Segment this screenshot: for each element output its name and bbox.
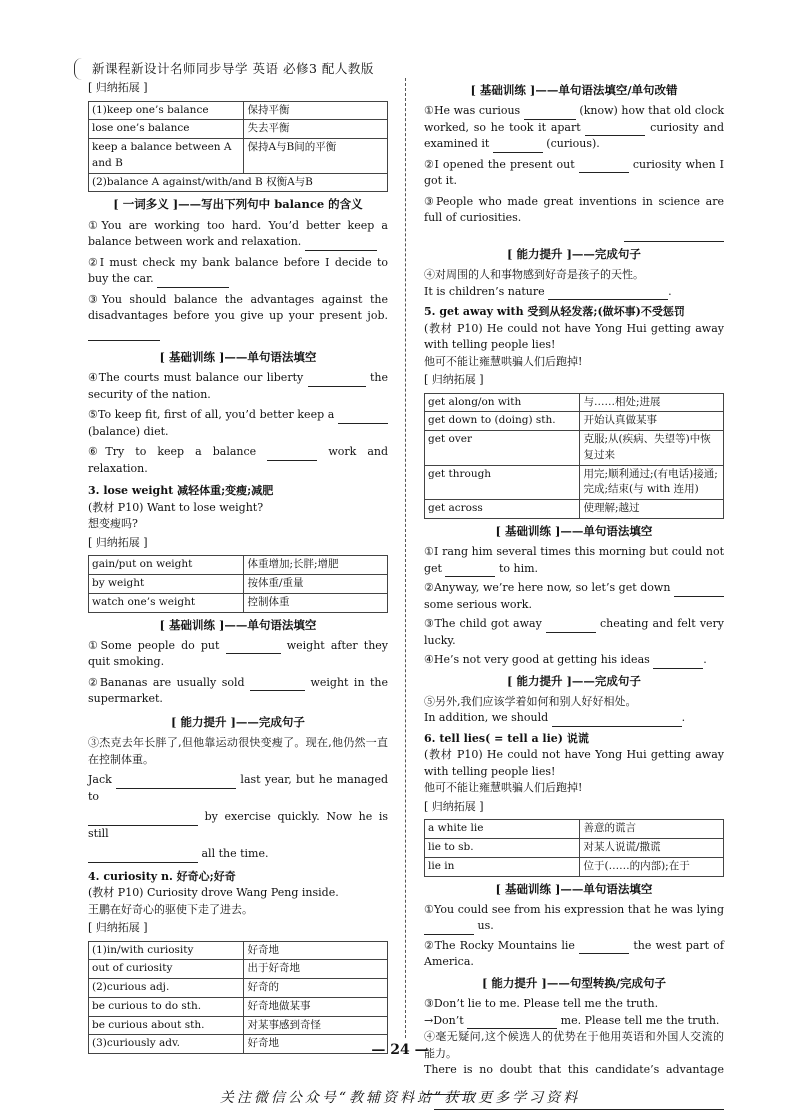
neng6-item-3-rewrite: →Don’t me. Please tell me the truth. xyxy=(424,1013,724,1030)
table-cell: 对某事感到奇怪 xyxy=(244,1016,388,1035)
expand-table-curiosity xyxy=(88,941,388,1055)
section-yici: [ 一词多义 ]——写出下列句中 balance 的含义 xyxy=(113,197,363,212)
jichu5-item-2: ②Anyway, we’re here now, so let’s get down some serious work. xyxy=(424,580,724,613)
table-cell: be curious to do sth. xyxy=(89,997,244,1016)
table-cell: 好奇地做某事 xyxy=(244,997,388,1016)
table-row xyxy=(89,556,388,575)
entry3-example: (教材 P10) Want to lose weight? xyxy=(88,500,264,514)
jichu4-item-3: ③People who made great inventions in science are full of curiosities. xyxy=(424,194,724,225)
jichu4-item-2: ②I opened the present out curiosity when I got it. xyxy=(424,157,724,188)
table-cell: (2)curious adj. xyxy=(89,979,244,998)
table-cell: a white lie xyxy=(425,820,580,839)
table-cell: by weight xyxy=(89,575,244,594)
table-cell: 位于(……的内部);在于 xyxy=(580,857,724,876)
table-cell: lose one’s balance xyxy=(89,120,244,139)
neng3-translation: ③杰克去年长胖了,但他靠运动很快变瘦了。现在,他仍然一直在控制体重。 xyxy=(88,736,388,766)
table-cell: (1)keep one’s balance xyxy=(89,101,244,120)
page-header: 新课程新设计名师同步导学 英语 必修3 配人教版 xyxy=(92,61,374,76)
neng4-sentence: It is children’s nature . xyxy=(424,284,724,301)
neng4-translation: ④对周围的人和事物感到好奇是孩子的天性。 xyxy=(424,268,644,281)
table-cell: get across xyxy=(425,500,580,519)
table-row xyxy=(89,979,388,998)
entry-tell-lies: 6. tell lies( = tell a lie) 说谎 xyxy=(424,731,589,745)
jichu3-item-2: ②Bananas are usually sold weight in the supermarket. xyxy=(88,675,389,706)
table-cell: watch one’s weight xyxy=(89,593,244,612)
table-cell: gain/put on weight xyxy=(89,556,244,575)
entry-get-away-with: 5. get away with 受到从轻发落;(做坏事)不受惩罚 xyxy=(424,305,685,318)
section-neng6: [ 能力提升 ]——句型转换/完成句子 xyxy=(481,975,667,990)
table-row xyxy=(89,593,388,612)
jichu4-item-1: ①He was curious (know) how that old clock worked, so he took it apart curiosity and examined it (curious). xyxy=(424,103,724,153)
table-row xyxy=(425,431,724,466)
entry6-translation: 他可不能让雍慧哄骗人们后跑掉! xyxy=(424,781,583,795)
neng3-sentence: Jack last year, but he managed to xyxy=(88,773,388,803)
table-cell: lie to sb. xyxy=(425,839,580,858)
jichu5-item-4: ④He’s not very good at getting his ideas . xyxy=(424,652,724,669)
table-cell: get along/on with xyxy=(425,393,580,412)
expand-table-get xyxy=(424,393,724,519)
table-cell: (2)balance A against/with/and B 权衡A与B xyxy=(89,173,388,192)
table-row xyxy=(89,101,388,120)
table-cell: 出于好奇地 xyxy=(244,960,388,979)
expand-table-lie xyxy=(424,819,724,876)
table-cell: 善意的谎言 xyxy=(580,820,724,839)
neng5-sentence: In addition, we should . xyxy=(424,710,724,727)
table-cell: get over xyxy=(425,431,580,466)
neng3-sentence-3: all the time. xyxy=(88,846,388,863)
table-row xyxy=(425,500,724,519)
table-cell: lie in xyxy=(425,857,580,876)
table-cell: 与……相处;进展 xyxy=(580,393,724,412)
table-row xyxy=(425,820,724,839)
table-cell: out of curiosity xyxy=(89,960,244,979)
table-cell: 好奇的 xyxy=(244,979,388,998)
entry-curiosity: 4. curiosity n. 好奇心;好奇 xyxy=(88,869,236,883)
entry5-example: (教材 P10) He could not have Yong Hui getting away with telling people lies! xyxy=(424,321,724,351)
table-row xyxy=(425,393,724,412)
promo-text: 关注微信公众号“教辅资料站”获取更多学习资料 xyxy=(219,1090,581,1106)
jichu1-item-6: ⑥Try to keep a balance work and relaxation. xyxy=(88,445,389,475)
section-jichu4: [ 基础训练 ]——单句语法填空/单句改错 xyxy=(470,83,678,97)
neng6-item-4-translation: ④毫无疑问,这个候选人的优势在于他用英语和外国人交流的能力。 xyxy=(424,1030,724,1060)
table-cell: 使理解;越过 xyxy=(580,500,724,519)
table-row xyxy=(425,857,724,876)
entry3-translation: 想变瘦吗? xyxy=(88,517,138,531)
table-row xyxy=(89,941,388,960)
section-jichu5: [ 基础训练 ]——单句语法填空 xyxy=(495,523,653,538)
jichu5-item-1: ①I rang him several times this morning but could not get to him. xyxy=(424,544,724,577)
yici-item-1: ①You are working too hard. You’d better keep a balance between work and relaxation. xyxy=(88,218,388,251)
table-cell: (1)in/with curiosity xyxy=(89,941,244,960)
table-cell: 克服;从(疾病、失望等)中恢复过来 xyxy=(580,431,724,466)
expand-table-balance xyxy=(88,101,388,193)
entry5-translation: 他可不能让雍慧哄骗人们后跑掉! xyxy=(424,354,583,368)
expand-tag: [ 归纳拓展 ] xyxy=(424,372,484,389)
table-row xyxy=(89,1016,388,1035)
table-cell: 保持A与B间的平衡 xyxy=(244,139,388,174)
section-neng4: [ 能力提升 ]——完成句子 xyxy=(507,246,641,261)
jichu6-item-1: ①You could see from his expression that he was lying us. xyxy=(424,902,724,935)
expand-tag: [ 归纳拓展 ] xyxy=(88,920,148,937)
table-row xyxy=(89,173,388,192)
jichu1-item-5: ⑤To keep fit, first of all, you’d better keep a (balance) diet. xyxy=(88,407,388,440)
table-cell: 保持平衡 xyxy=(244,101,388,120)
neng5-translation: ⑤另外,我们应该学着如何和别人好好相处。 xyxy=(424,694,637,708)
entry6-example: (教材 P10) He could not have Yong Hui getting away with telling people lies! xyxy=(424,748,724,778)
jichu3-item-1: ①Some people do put weight after they quit smoking. xyxy=(88,638,389,669)
table-cell: 对某人说谎/撒谎 xyxy=(580,839,724,858)
table-row xyxy=(89,997,388,1016)
neng6-item-4-sentence: There is no doubt that this candidate’s advantage xyxy=(424,1062,724,1095)
column-divider xyxy=(405,78,406,1038)
section-jichu6: [ 基础训练 ]——单句语法填空 xyxy=(495,881,653,896)
section-jichu1: [ 基础训练 ]——单句语法填空 xyxy=(159,350,317,364)
jichu5-item-3: ③The child got away cheating and felt very lucky. xyxy=(424,617,725,647)
table-row xyxy=(425,839,724,858)
table-cell: 控制体重 xyxy=(244,593,388,612)
table-cell: get through xyxy=(425,465,580,500)
yici-item-3: ③You should balance the advantages against the disadvantages before you give up your present job. xyxy=(88,292,388,342)
table-cell: 好奇地 xyxy=(244,941,388,960)
table-cell: 失去平衡 xyxy=(244,120,388,139)
neng6-item-3: ③Don’t lie to me. Please tell me the truth. xyxy=(424,997,659,1010)
expand-table-weight xyxy=(88,555,388,612)
section-neng5: [ 能力提升 ]——完成句子 xyxy=(507,673,641,688)
section-neng3: [ 能力提升 ]——完成句子 xyxy=(171,714,305,729)
yici-item-2: ②I must check my bank balance before I decide to buy the car. xyxy=(88,255,388,288)
table-cell: 按体重/重量 xyxy=(244,575,388,594)
neng3-sentence-2: by exercise quickly. Now he is still xyxy=(88,810,389,840)
table-cell: 开始认真做某事 xyxy=(580,412,724,431)
right-column xyxy=(424,78,724,1110)
table-row xyxy=(425,465,724,500)
entry4-translation: 王鹏在好奇心的驱使下走了进去。 xyxy=(88,902,253,916)
table-row xyxy=(425,412,724,431)
expand-tag: [ 归纳拓展 ] xyxy=(88,535,148,552)
table-cell: 用完;顺利通过;(有电话)接通;完成;结束(与 with 连用) xyxy=(580,465,724,500)
jichu6-item-2: ②The Rocky Mountains lie the west part of America. xyxy=(424,938,724,969)
table-cell: be curious about sth. xyxy=(89,1016,244,1035)
expand-tag: [ 归纳拓展 ] xyxy=(88,80,148,97)
entry-lose-weight: 3. lose weight 减轻体重;变瘦;减肥 xyxy=(88,484,274,498)
table-row xyxy=(89,139,388,174)
table-cell: 好奇地 xyxy=(244,1035,388,1054)
table-cell: 体重增加;长胖;增肥 xyxy=(244,556,388,575)
section-jichu3: [ 基础训练 ]——单句语法填空 xyxy=(159,617,317,632)
table-cell: (3)curiously adv. xyxy=(89,1035,244,1054)
page-number: — 24 — xyxy=(371,1042,429,1058)
table-row xyxy=(89,575,388,594)
table-row xyxy=(89,120,388,139)
table-cell: get down to (doing) sth. xyxy=(425,412,580,431)
entry4-example: (教材 P10) Curiosity drove Wang Peng inside. xyxy=(88,886,339,899)
expand-tag: [ 归纳拓展 ] xyxy=(424,799,484,816)
table-cell: keep a balance between A and B xyxy=(89,139,244,174)
jichu1-item-4: ④The courts must balance our liberty the security of the nation. xyxy=(88,371,389,401)
left-column xyxy=(88,78,388,1057)
table-row xyxy=(89,960,388,979)
answer-line xyxy=(624,227,724,242)
header-bracket xyxy=(74,58,83,80)
